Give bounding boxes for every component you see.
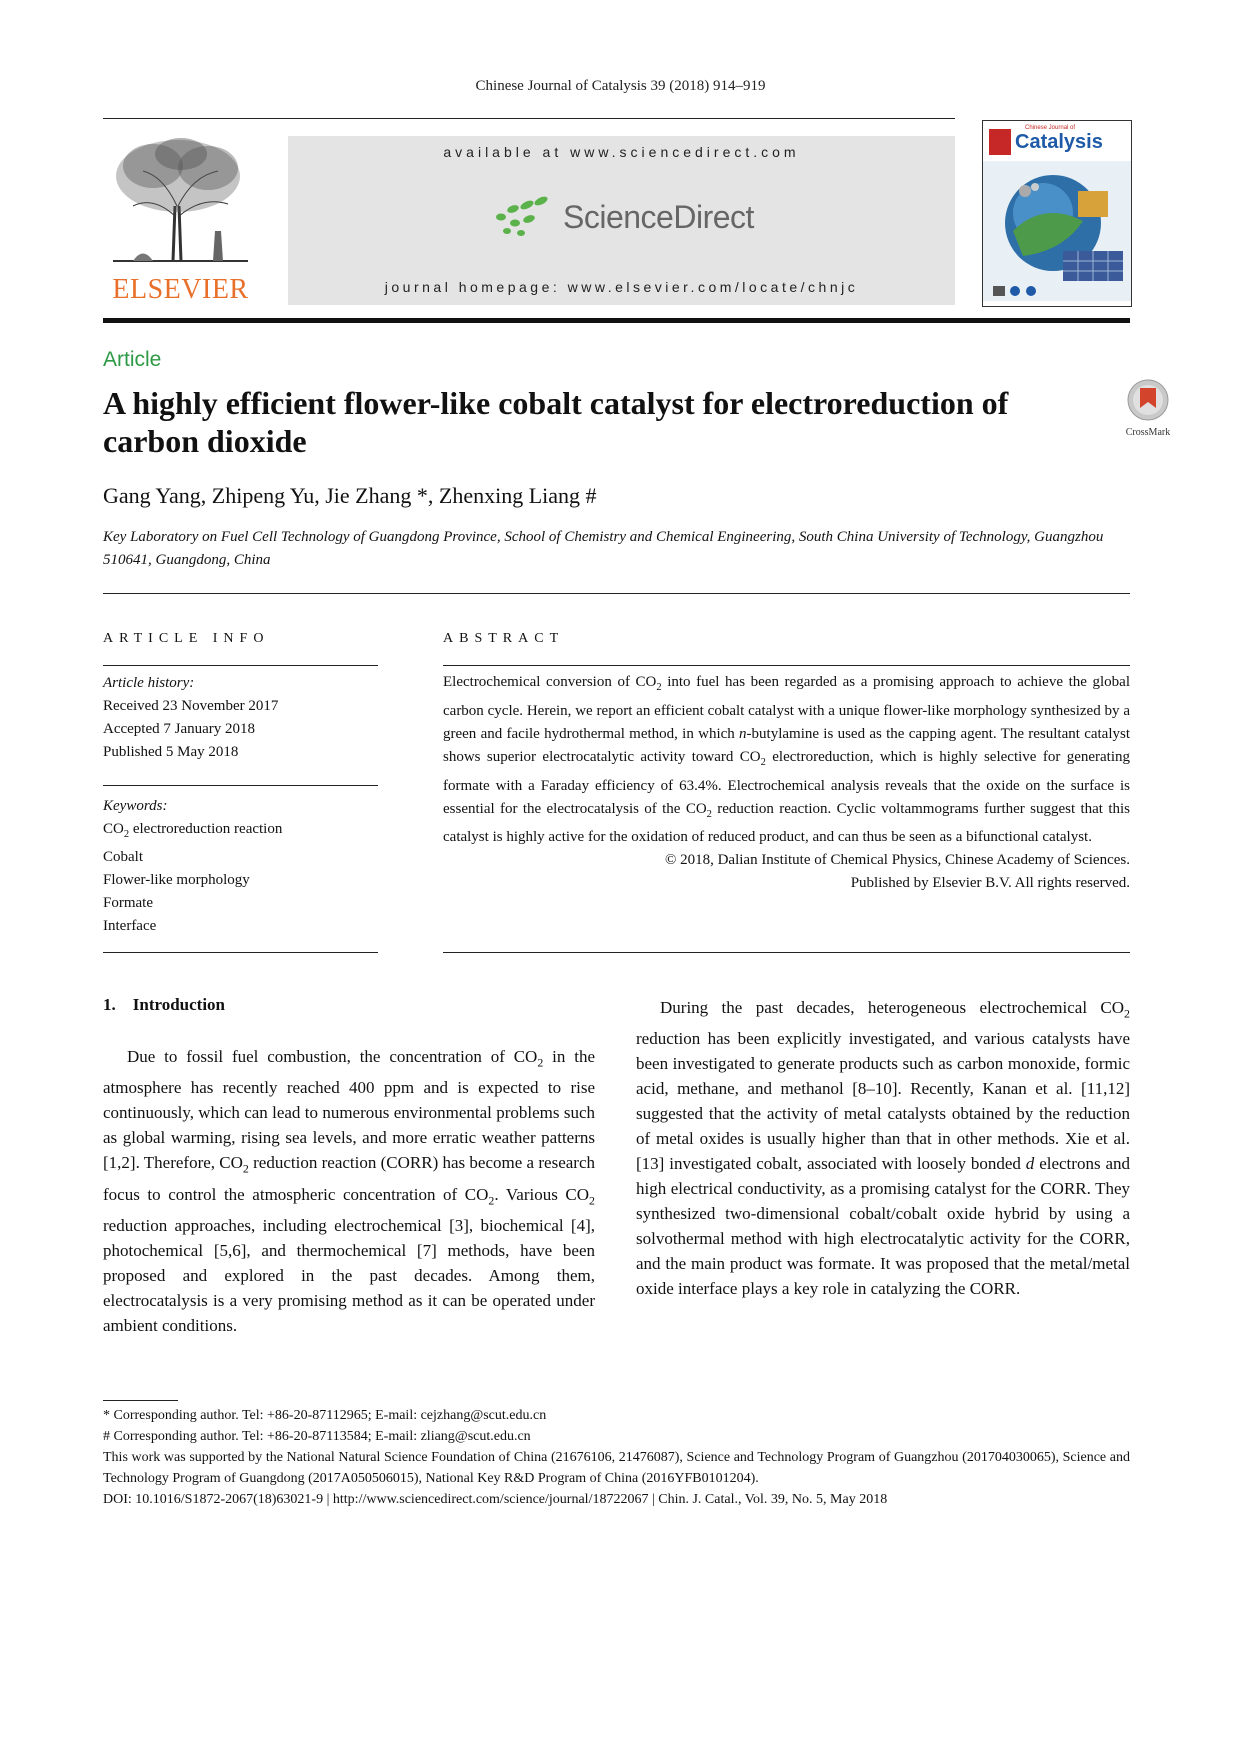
cover-artwork-icon [983, 161, 1131, 301]
sciencedirect-logo[interactable] [493, 192, 754, 242]
abstract-bottom-rule [443, 952, 1130, 953]
elsevier-tree-icon [103, 136, 258, 266]
history-keywords-rule [103, 785, 378, 786]
journal-homepage-text[interactable]: journal homepage: www.elsevier.com/locate/chnjc [384, 279, 859, 295]
article-history [103, 672, 378, 764]
introduction-heading: 1. Introduction [103, 995, 226, 1014]
keyword-item: Interface [103, 918, 157, 934]
accepted-date: Accepted 7 January 2018 [103, 721, 256, 737]
keywords [103, 795, 378, 938]
keyword-item: $CO_2$ electroreduction reaction [103, 821, 283, 840]
funding-note: This work was supported by the National Natural Science Foundation of China (21676106, 21476087), Science and Technology Program of Guangzhou (201704030065), Science and Technology Program of Guangdong (2017A050506015), National Key R&D Program of China (2016YFB0101204). [103, 1450, 1130, 1486]
cover-title: Catalysis [1015, 131, 1103, 153]
cover-subtitle: Chinese Journal of [1025, 125, 1076, 131]
cover-seal-icon [989, 129, 1011, 155]
abstract-top-rule [443, 665, 1130, 666]
footnote-rule [103, 1400, 178, 1401]
journal-cover[interactable] [982, 120, 1132, 307]
corresponding-author-2: # Corresponding author. Tel: +86-20-87113584; E-mail: zliang@scut.edu.cn [103, 1429, 531, 1444]
publisher-rights-line: Published by Elsevier B.V. All rights reserved. [850, 875, 1130, 892]
sciencedirect-wordmark: ScienceDirect [563, 198, 754, 235]
abstract-heading: ABSTRACT [443, 631, 565, 646]
history-label: Article history: [103, 675, 195, 691]
header-thick-rule [103, 318, 1130, 323]
published-date: Published 5 May 2018 [103, 744, 239, 760]
author-list: Gang Yang, Zhipeng Yu, Jie Zhang *, Zhenxing Liang # [103, 483, 597, 508]
article-info-heading: ARTICLE INFO [103, 631, 270, 646]
header-rule [103, 118, 955, 119]
crossmark-badge[interactable] [1120, 378, 1176, 438]
received-date: Received 23 November 2017 [103, 698, 279, 714]
abstract-body [443, 671, 1130, 895]
affiliation: Key Laboratory on Fuel Cell Technology of Guangdong Province, School of Chemistry and Chemical Engineering, South China University of Technology, Guangzhou 510641, Guangdong, China [103, 529, 1104, 568]
intro-right-column: During the past decades, heterogeneous electrochemical $CO_2$ reduction has been explicitly investigated, and various catalysts have been investigated to generate products such as carbon monoxide, formic acid, methane, and methanol [8–10]. Recently, Kanan et al. [11,12] suggested that the activity of metal catalysts obtained by the reduction of metal oxides is usually higher than that in other methods. Xie et al. [13] investigated cobalt, associated with loosely bonded d electrons and high electrical conductivity, as a promising catalyst for the CORR. They synthesized two-dimensional cobalt/cobalt oxide hybrid by using a solvothermal method with high electrocatalytic activity for the CORR, and the main product was formate. It was proposed that the metal/metal oxide interface plays a key role in catalyzing the CORR. [636, 998, 1131, 1299]
abstract-paragraph: Electrochemical conversion of $CO_2$ into fuel has been regarded as a promising approach to achieve the global carbon cycle. Herein, we report an efficient cobalt catalyst with a unique flower-like morphology synthesized by a green and facile hydrothermal method, in which n-butylamine is used as the capping agent. The resultant catalyst shows superior electrocatalytic activity toward $CO_2$ electroreduction, which is highly selective for generating formate with a Faraday efficiency of 63.4%. Electrochemical analysis reveals that the oxide on the surface is essential for the electrocatalysis of the $CO_2$ reduction reaction. Cyclic voltammograms further suggest that this catalyst is highly active for the oxidation of reduced product, and can thus be seen as a bifunctional catalyst. [443, 674, 1131, 846]
elsevier-wordmark: ELSEVIER [112, 274, 249, 305]
article-type-label: Article [103, 348, 162, 371]
corresponding-author-1: * Corresponding author. Tel: +86-20-87112965; E-mail: cejzhang@scut.edu.cn [103, 1408, 547, 1423]
keywords-bottom-rule [103, 952, 378, 953]
keyword-item: Flower-like morphology [103, 872, 250, 888]
title-rule [103, 593, 1130, 594]
footnotes [103, 1405, 1130, 1510]
journal-citation: Chinese Journal of Catalysis 39 (2018) 914–919 [475, 78, 766, 94]
keyword-item: Cobalt [103, 849, 143, 865]
sciencedirect-banner [288, 136, 955, 305]
intro-left-column: Due to fossil fuel combustion, the concentration of $CO_2$ in the atmosphere has recently reached 400 ppm and is expected to rise continuously, which can lead to numerous environmental problems such as global warming, rising sea levels, and more erratic weather patterns [1,2]. Therefore, $CO_2$ reduction reaction (CORR) has become a research focus to control the atmospheric concentration of $CO_2$. Various $CO_2$ reduction approaches, including electrochemical [3], biochemical [4], photochemical [5,6], and thermochemical [7] methods, have been proposed and explored in the past decades. Among them, electrocatalysis is a very promising method as it can be operated under ambient conditions. [103, 1047, 595, 1336]
keywords-label: Keywords: [103, 798, 168, 814]
doi-line[interactable]: DOI: 10.1016/S1872-2067(18)63021-9 | http://www.sciencedirect.com/science/journal/18722067 | Chin. J. Catal., Vol. 39, No. 5, May 2018 [103, 1492, 888, 1507]
elsevier-logo[interactable] [103, 136, 258, 306]
sciencedirect-leaf-icon [493, 195, 555, 239]
available-at-text[interactable]: available at www.sciencedirect.com [443, 144, 800, 160]
copyright-line: © 2018, Dalian Institute of Chemical Physics, Chinese Academy of Sciences. [664, 852, 1130, 869]
crossmark-label: CrossMark [1125, 427, 1171, 438]
keyword-item: Formate [103, 895, 153, 911]
crossmark-icon [1126, 378, 1170, 422]
article-title: A highly efficient flower-like cobalt catalyst for electroreduction of carbon dioxide [103, 385, 1009, 459]
article-info-rule [103, 665, 378, 666]
